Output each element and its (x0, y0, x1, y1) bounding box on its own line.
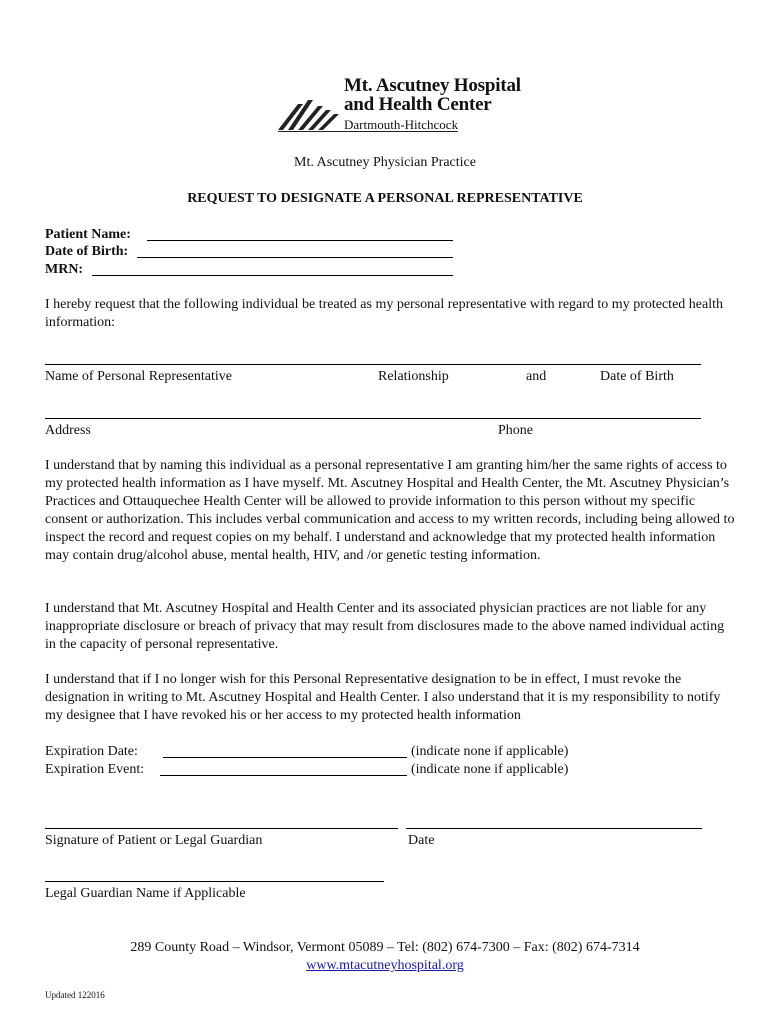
and-label: and (526, 369, 547, 384)
website-link[interactable]: www.mtacutneyhospital.org (306, 958, 464, 973)
guardian-name-field[interactable] (45, 881, 384, 882)
patient-name-label: Patient Name: (45, 227, 131, 242)
hospital-logo-icon (276, 96, 346, 132)
phone-label: Phone (498, 423, 533, 438)
logo-affiliation: Dartmouth-Hitchcock (344, 117, 459, 132)
signature-field[interactable] (45, 828, 398, 829)
address-field[interactable] (45, 418, 701, 419)
guardian-name-label: Legal Guardian Name if Applicable (45, 886, 246, 901)
relationship-label: Relationship (378, 369, 449, 384)
consent-paragraph-3: I understand that if I no longer wish for this Personal Representative designation to be in effect, I must revoke the designation in writing to Mt. Ascutney Hospital and Health Center. I also understand that it is my responsibility to notify my designee that I have revoked his or her access to my protected health information (45, 672, 721, 723)
rep-dob-label: Date of Birth (600, 369, 674, 384)
expiration-event-label: Expiration Event: (45, 762, 145, 777)
expiration-date-note: (indicate none if applicable) (411, 744, 569, 759)
expiration-date-label: Expiration Date: (45, 744, 138, 759)
practice-name: Mt. Ascutney Physician Practice (294, 155, 476, 170)
rep-name-field[interactable] (45, 364, 701, 365)
intro-text: I hereby request that the following individual be treated as my personal representative with regard to my protected health information: (45, 297, 723, 330)
expiration-date-field[interactable] (163, 757, 407, 758)
mrn-field[interactable] (92, 275, 453, 276)
updated-date: Updated 122016 (45, 990, 105, 1000)
signature-label: Signature of Patient or Legal Guardian (45, 833, 263, 848)
footer-address: 289 County Road – Windsor, Vermont 05089 – Tel: (802) 674-7300 – Fax: (802) 674-7314 (130, 940, 640, 955)
dob-field[interactable] (137, 257, 453, 258)
consent-paragraph-2: I understand that Mt. Ascutney Hospital and Health Center and its associated physician practices are not liable for any inappropriate disclosure or breach of privacy that may result from disclosures made to the above named individual acting in the capacity of personal representative. (45, 601, 725, 652)
logo-name-line1: Mt. Ascutney Hospital (344, 75, 521, 96)
expiration-event-field[interactable] (160, 775, 407, 776)
signature-date-label: Date (408, 833, 435, 848)
patient-name-field[interactable] (147, 240, 453, 241)
logo-name-line2: and Health Center (344, 94, 492, 115)
form-title: REQUEST TO DESIGNATE A PERSONAL REPRESENTATIVE (187, 191, 583, 206)
dob-label: Date of Birth: (45, 244, 129, 259)
address-label: Address (45, 423, 91, 438)
rep-name-label: Name of Personal Representative (45, 369, 232, 384)
expiration-event-note: (indicate none if applicable) (411, 762, 569, 777)
mrn-label: MRN: (45, 262, 84, 277)
consent-paragraph-1: I understand that by naming this individual as a personal representative I am granting him/her the same rights of access to my protected health information as I have myself. Mt. Ascutney Hospital and Health Center, the Mt. Ascutney Physician’s Practices and Ottauquechee Health Center will be allowed to provide information to this person without my specific consent or authorization. This includes verbal communication and access to my written records, including being allowed to inspect the record and request copies on my behalf. I understand and acknowledge that my protected health information may contain drug/alcohol abuse, mental health, HIV, and /or genetic testing information. (45, 458, 735, 563)
signature-date-field[interactable] (406, 828, 702, 829)
